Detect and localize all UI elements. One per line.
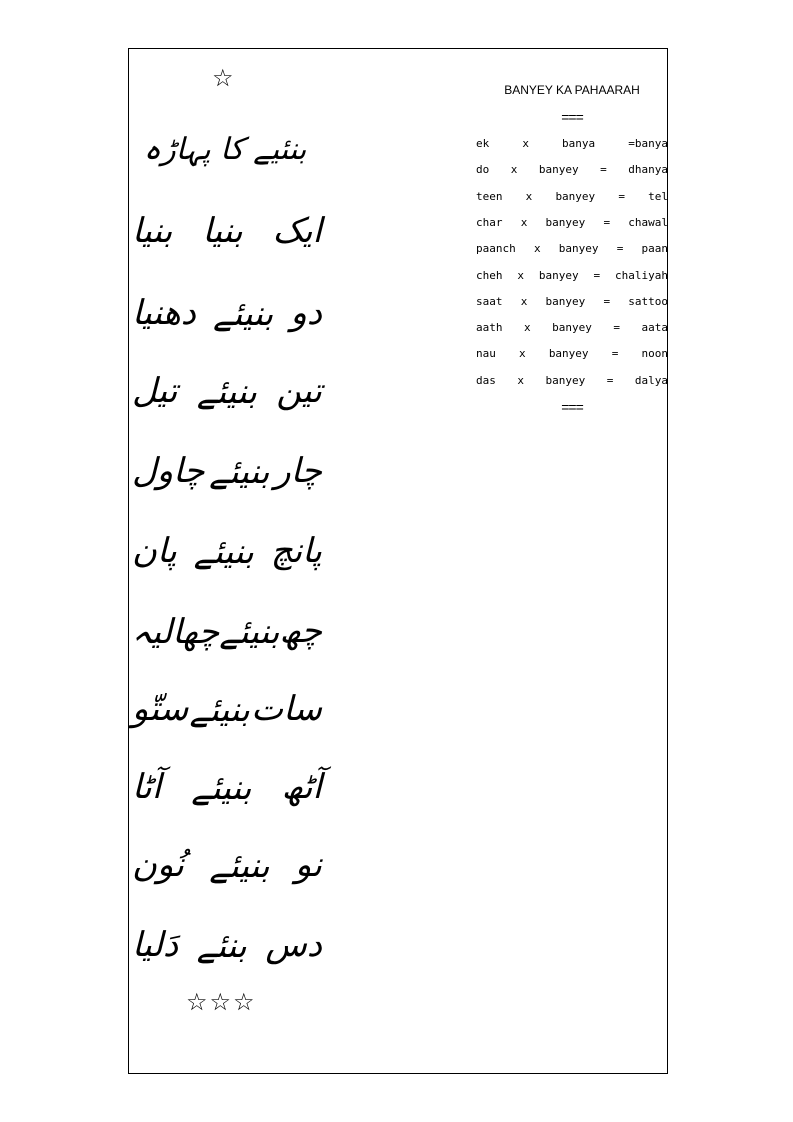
roman-word: banyey — [548, 347, 589, 361]
title-rule: === — [561, 109, 583, 125]
urdu-word: بنیئے — [219, 611, 280, 652]
roman-word: = — [600, 163, 607, 177]
top-star-icon: ☆ — [212, 64, 234, 92]
urdu-row — [132, 288, 322, 338]
urdu-row — [132, 366, 322, 416]
roman-word: banya — [562, 137, 596, 150]
urdu-row — [132, 762, 322, 812]
roman-word: teen — [476, 189, 503, 203]
urdu-word: بنئے — [196, 925, 247, 966]
end-rule: === — [561, 399, 583, 415]
roman-row — [476, 137, 668, 151]
urdu-word: دَلیا — [132, 925, 179, 965]
roman-word: = — [593, 268, 601, 282]
roman-word: das — [476, 373, 496, 387]
roman-word: = — [611, 347, 619, 361]
roman-word: do — [476, 163, 490, 177]
roman-row — [476, 163, 668, 177]
urdu-word: ستّو — [132, 689, 189, 729]
roman-word: char — [476, 215, 503, 229]
urdu-word: دھنیا — [132, 293, 196, 333]
urdu-title: بنئیے کا پہاڑہ — [143, 132, 307, 167]
roman-word: x — [520, 215, 528, 229]
roman-word: x — [533, 242, 541, 256]
roman-row — [476, 374, 668, 388]
roman-word: x — [522, 137, 529, 150]
roman-word: sattoo — [628, 294, 668, 308]
roman-row — [476, 242, 668, 256]
urdu-word: تیل — [132, 371, 178, 411]
urdu-row — [132, 920, 322, 970]
urdu-row — [132, 606, 322, 656]
urdu-row — [132, 206, 322, 256]
roman-word: dalya — [634, 373, 668, 387]
roman-word: banyey — [555, 189, 596, 203]
roman-title: BANYEY KA PAHAARAH — [504, 83, 640, 97]
roman-word: = — [616, 242, 624, 256]
roman-row — [476, 295, 668, 309]
urdu-word: چاول — [132, 451, 205, 491]
roman-word: dhanya — [628, 163, 668, 177]
urdu-word: چھ — [279, 611, 322, 651]
urdu-word: آٹھ — [281, 767, 322, 807]
urdu-word: بنیئے — [189, 689, 250, 730]
roman-word: banyey — [558, 242, 599, 256]
urdu-word: چھالیہ — [131, 611, 220, 652]
urdu-word: پان — [132, 531, 177, 571]
roman-word: x — [525, 189, 533, 203]
urdu-word: نُون — [132, 845, 185, 885]
roman-word: saat — [476, 294, 503, 308]
roman-row — [476, 269, 668, 283]
roman-word: x — [517, 268, 524, 282]
roman-word: = — [613, 321, 620, 335]
roman-word: banyey — [545, 215, 586, 229]
roman-word: x — [520, 294, 528, 308]
urdu-row — [132, 446, 322, 496]
roman-word: ek — [476, 137, 490, 150]
roman-word: = — [603, 215, 611, 229]
bottom-stars-icon: ☆☆☆ — [186, 988, 257, 1016]
roman-word: banyey — [538, 268, 579, 282]
roman-row — [476, 190, 668, 204]
roman-word: paanch — [476, 242, 516, 256]
roman-word: noon — [641, 347, 668, 361]
urdu-word: پانچ — [270, 531, 322, 571]
urdu-word: چار — [274, 451, 322, 491]
urdu-word: بنیئے — [196, 371, 258, 412]
urdu-word: سات — [251, 689, 322, 729]
roman-row — [476, 347, 668, 361]
urdu-word: تین — [276, 371, 322, 411]
roman-word: =banya — [628, 137, 668, 150]
roman-word: nau — [476, 347, 496, 361]
roman-word: chawal — [628, 215, 668, 229]
roman-word: banyey — [538, 163, 579, 177]
urdu-word: دو — [290, 293, 322, 333]
roman-word: tel — [648, 189, 668, 203]
roman-word: = — [618, 189, 625, 203]
roman-word: x — [519, 347, 526, 361]
roman-word: = — [603, 294, 611, 308]
roman-word: paan — [641, 242, 668, 256]
urdu-word: بنیئے — [193, 531, 254, 572]
urdu-word: دس — [265, 925, 322, 965]
roman-word: banyey — [545, 373, 586, 387]
roman-word: aath — [476, 321, 503, 335]
roman-word: x — [524, 321, 531, 335]
roman-row — [476, 216, 668, 230]
urdu-row — [132, 840, 322, 890]
urdu-word: نو — [294, 845, 322, 885]
roman-row — [476, 321, 668, 335]
roman-word: x — [517, 373, 524, 387]
urdu-word: ایک — [272, 211, 322, 251]
urdu-word: بنیا — [132, 211, 173, 251]
roman-word: banyey — [552, 321, 592, 335]
urdu-word: بنیئے — [209, 451, 270, 492]
urdu-word: آٹا — [132, 767, 162, 807]
roman-word: = — [606, 373, 614, 387]
roman-word: cheh — [476, 268, 503, 282]
urdu-word: بنیئے — [213, 293, 274, 334]
roman-word: chaliyah — [615, 268, 668, 282]
roman-word: banyey — [545, 294, 586, 308]
urdu-row — [132, 526, 322, 576]
roman-word: x — [510, 163, 518, 177]
roman-word: aata — [641, 321, 668, 335]
urdu-row — [132, 684, 322, 734]
urdu-word: بنیا — [202, 211, 243, 251]
urdu-word: بنیئے — [209, 845, 270, 886]
urdu-word: بنیئے — [191, 767, 252, 808]
